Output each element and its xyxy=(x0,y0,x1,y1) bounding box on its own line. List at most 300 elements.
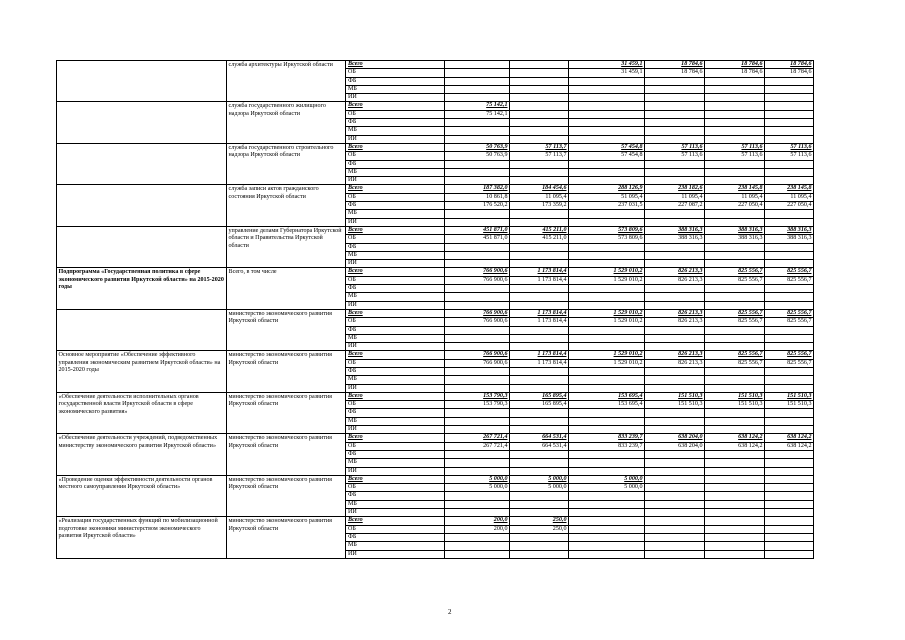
amount-cell xyxy=(645,459,705,467)
amount-cell xyxy=(569,218,645,226)
amount-cell: 825 556,7 xyxy=(705,351,765,359)
table-row xyxy=(57,102,814,110)
amount-cell xyxy=(445,251,510,259)
amount-cell xyxy=(510,168,569,176)
amount-cell xyxy=(510,218,569,226)
funding-source-cell: ОБ xyxy=(346,235,445,243)
funding-source-cell: ФБ xyxy=(346,367,445,375)
amount-cell: 825 556,7 xyxy=(765,276,814,284)
amount-cell: 57 113,7 xyxy=(510,152,569,160)
amount-cell xyxy=(765,293,814,301)
amount-cell: 153 790,3 xyxy=(445,392,510,400)
amount-cell xyxy=(445,119,510,127)
executor-cell: служба записи актов гражданского состояния Иркутской области xyxy=(227,185,346,226)
amount-cell xyxy=(645,550,705,558)
amount-cell xyxy=(705,384,765,392)
amount-cell xyxy=(445,343,510,351)
amount-cell xyxy=(445,417,510,425)
executor-cell: служба архитектуры Иркутской области xyxy=(227,61,346,102)
amount-cell: 388 316,3 xyxy=(765,226,814,234)
funding-source-cell: МБ xyxy=(346,459,445,467)
amount-cell: 11 095,4 xyxy=(765,193,814,201)
amount-cell xyxy=(445,127,510,135)
amount-cell: 1 529 010,2 xyxy=(569,359,645,367)
amount-cell xyxy=(569,94,645,102)
amount-cell: 766 900,6 xyxy=(445,318,510,326)
funding-source-cell: ФБ xyxy=(346,160,445,168)
amount-cell xyxy=(765,135,814,143)
amount-cell xyxy=(705,525,765,533)
amount-cell xyxy=(705,517,765,525)
amount-cell: 573 809,6 xyxy=(569,235,645,243)
amount-cell: 825 556,7 xyxy=(705,318,765,326)
amount-cell xyxy=(445,135,510,143)
amount-cell: 833 239,7 xyxy=(569,434,645,442)
amount-cell: 825 556,7 xyxy=(705,276,765,284)
funding-source-cell: ИИ xyxy=(346,260,445,268)
amount-cell: 5 000,0 xyxy=(569,475,645,483)
amount-cell xyxy=(765,85,814,93)
amount-cell xyxy=(569,367,645,375)
amount-cell: 5 000,0 xyxy=(445,475,510,483)
amount-cell xyxy=(705,417,765,425)
program-name-cell xyxy=(57,102,227,143)
amount-cell xyxy=(765,334,814,342)
amount-cell xyxy=(705,85,765,93)
amount-cell xyxy=(510,550,569,558)
amount-cell xyxy=(765,102,814,110)
amount-cell: 388 316,3 xyxy=(705,226,765,234)
amount-cell xyxy=(645,484,705,492)
amount-cell: 1 173 814,4 xyxy=(510,318,569,326)
table-row xyxy=(57,185,814,193)
funding-source-cell: ИИ xyxy=(346,301,445,309)
amount-cell xyxy=(569,492,645,500)
amount-cell xyxy=(765,326,814,334)
amount-cell xyxy=(510,384,569,392)
program-name-cell xyxy=(57,143,227,184)
amount-cell xyxy=(510,135,569,143)
amount-cell xyxy=(765,517,814,525)
amount-cell xyxy=(569,450,645,458)
amount-cell: 288 126,9 xyxy=(569,185,645,193)
amount-cell xyxy=(705,260,765,268)
amount-cell xyxy=(445,301,510,309)
amount-cell xyxy=(645,417,705,425)
amount-cell xyxy=(445,334,510,342)
funding-source-cell: ФБ xyxy=(346,450,445,458)
funding-source-cell: ИИ xyxy=(346,94,445,102)
amount-cell: 5 000,0 xyxy=(569,484,645,492)
amount-cell xyxy=(645,210,705,218)
amount-cell xyxy=(510,85,569,93)
amount-cell xyxy=(510,467,569,475)
amount-cell xyxy=(510,285,569,293)
amount-cell: 18 784,6 xyxy=(765,61,814,69)
amount-cell xyxy=(645,160,705,168)
amount-cell xyxy=(510,343,569,351)
amount-cell xyxy=(705,500,765,508)
executor-cell: министерство экономического развития Иркутской области xyxy=(227,434,346,475)
executor-cell: служба государственного жилищного надзора Иркутской области xyxy=(227,102,346,143)
funding-source-cell: Всего xyxy=(346,434,445,442)
amount-cell: 31 459,1 xyxy=(569,61,645,69)
funding-source-cell: Всего xyxy=(346,185,445,193)
amount-cell xyxy=(445,426,510,434)
funding-source-cell: ФБ xyxy=(346,533,445,541)
amount-cell: 237 031,5 xyxy=(569,202,645,210)
table-row xyxy=(57,268,814,276)
executor-cell: министерство экономического развития Иркутской области xyxy=(227,517,346,558)
amount-cell xyxy=(705,127,765,135)
amount-cell xyxy=(510,243,569,251)
funding-source-cell: МБ xyxy=(346,542,445,550)
amount-cell xyxy=(705,334,765,342)
amount-cell xyxy=(569,517,645,525)
budget-table xyxy=(56,60,814,559)
amount-cell xyxy=(569,127,645,135)
amount-cell xyxy=(765,243,814,251)
amount-cell: 1 529 010,2 xyxy=(569,318,645,326)
amount-cell xyxy=(510,334,569,342)
amount-cell xyxy=(510,127,569,135)
amount-cell xyxy=(765,210,814,218)
amount-cell: 638 204,0 xyxy=(645,434,705,442)
amount-cell xyxy=(765,110,814,118)
funding-source-cell: ИИ xyxy=(346,177,445,185)
amount-cell xyxy=(645,500,705,508)
amount-cell xyxy=(569,326,645,334)
amount-cell xyxy=(645,218,705,226)
amount-cell xyxy=(510,102,569,110)
funding-source-cell: МБ xyxy=(346,376,445,384)
amount-cell xyxy=(705,409,765,417)
amount-cell xyxy=(765,450,814,458)
amount-cell xyxy=(765,409,814,417)
amount-cell: 57 113,6 xyxy=(705,143,765,151)
amount-cell: 825 556,7 xyxy=(765,318,814,326)
amount-cell: 766 900,6 xyxy=(445,351,510,359)
amount-cell xyxy=(705,77,765,85)
amount-cell xyxy=(569,467,645,475)
amount-cell xyxy=(645,285,705,293)
amount-cell: 388 316,3 xyxy=(645,226,705,234)
amount-cell xyxy=(765,484,814,492)
amount-cell xyxy=(705,367,765,375)
amount-cell xyxy=(569,417,645,425)
executor-cell: министерство экономического развития Иркутской области xyxy=(227,392,346,433)
amount-cell xyxy=(645,525,705,533)
amount-cell: 1 529 010,2 xyxy=(569,351,645,359)
amount-cell xyxy=(569,168,645,176)
funding-source-cell: ИИ xyxy=(346,426,445,434)
amount-cell xyxy=(765,251,814,259)
amount-cell xyxy=(510,94,569,102)
amount-cell xyxy=(765,343,814,351)
amount-cell: 200,0 xyxy=(445,525,510,533)
amount-cell xyxy=(645,533,705,541)
amount-cell: 153 695,4 xyxy=(569,392,645,400)
funding-source-cell: ИИ xyxy=(346,218,445,226)
amount-cell xyxy=(445,61,510,69)
funding-source-cell: Всего xyxy=(346,517,445,525)
executor-cell: министерство экономического развития Иркутской области xyxy=(227,475,346,516)
amount-cell xyxy=(445,85,510,93)
amount-cell xyxy=(569,533,645,541)
amount-cell xyxy=(765,467,814,475)
amount-cell: 766 900,6 xyxy=(445,359,510,367)
amount-cell xyxy=(705,94,765,102)
amount-cell: 184 454,6 xyxy=(510,185,569,193)
amount-cell xyxy=(645,119,705,127)
amount-cell xyxy=(510,326,569,334)
amount-cell: 57 454,8 xyxy=(569,143,645,151)
funding-source-cell: МБ xyxy=(346,85,445,93)
amount-cell xyxy=(645,293,705,301)
amount-cell xyxy=(445,533,510,541)
funding-source-cell: Всего xyxy=(346,351,445,359)
amount-cell: 638 124,2 xyxy=(765,442,814,450)
amount-cell: 18 784,6 xyxy=(765,69,814,77)
amount-cell xyxy=(765,384,814,392)
funding-source-cell: МБ xyxy=(346,334,445,342)
amount-cell: 18 784,6 xyxy=(645,69,705,77)
amount-cell: 153 695,4 xyxy=(569,401,645,409)
amount-cell xyxy=(705,285,765,293)
amount-cell xyxy=(645,376,705,384)
amount-cell: 1 173 814,4 xyxy=(510,351,569,359)
amount-cell: 638 124,2 xyxy=(705,434,765,442)
executor-cell: Всего, в том числе xyxy=(227,268,346,309)
funding-source-cell: ОБ xyxy=(346,525,445,533)
budget-table-body xyxy=(57,61,814,559)
amount-cell xyxy=(510,251,569,259)
amount-cell: 176 520,2 xyxy=(445,202,510,210)
amount-cell: 50 763,9 xyxy=(445,143,510,151)
program-name-cell: «Обеспечение деятельности исполнительных органов государственной власти Иркутской области в сфере экономического развития» xyxy=(57,392,227,433)
amount-cell: 1 173 814,4 xyxy=(510,309,569,317)
amount-cell: 10 861,8 xyxy=(445,193,510,201)
amount-cell: 227 050,4 xyxy=(705,202,765,210)
amount-cell xyxy=(445,243,510,251)
amount-cell xyxy=(645,77,705,85)
amount-cell: 11 095,4 xyxy=(645,193,705,201)
program-name-cell: Основное мероприятие «Обеспечение эффективного управления экономическим развитием Иркутской области» на 2015-2020 годы xyxy=(57,351,227,392)
funding-source-cell: МБ xyxy=(346,500,445,508)
amount-cell xyxy=(765,426,814,434)
amount-cell xyxy=(510,450,569,458)
amount-cell xyxy=(445,210,510,218)
amount-cell xyxy=(569,210,645,218)
amount-cell: 826 213,3 xyxy=(645,276,705,284)
funding-source-cell: ОБ xyxy=(346,69,445,77)
amount-cell: 825 556,7 xyxy=(765,351,814,359)
amount-cell xyxy=(705,492,765,500)
amount-cell xyxy=(705,160,765,168)
amount-cell xyxy=(645,326,705,334)
amount-cell xyxy=(445,500,510,508)
amount-cell xyxy=(765,177,814,185)
amount-cell: 238 145,8 xyxy=(705,185,765,193)
amount-cell: 5 000,0 xyxy=(510,484,569,492)
amount-cell xyxy=(765,119,814,127)
amount-cell: 825 556,7 xyxy=(765,359,814,367)
amount-cell xyxy=(645,409,705,417)
amount-cell xyxy=(705,509,765,517)
funding-source-cell: МБ xyxy=(346,417,445,425)
amount-cell xyxy=(765,417,814,425)
amount-cell xyxy=(705,343,765,351)
amount-cell xyxy=(445,168,510,176)
funding-source-cell: Всего xyxy=(346,475,445,483)
amount-cell xyxy=(645,260,705,268)
amount-cell: 451 871,0 xyxy=(445,226,510,234)
amount-cell xyxy=(645,102,705,110)
amount-cell xyxy=(645,85,705,93)
amount-cell: 825 556,7 xyxy=(705,359,765,367)
amount-cell: 825 556,7 xyxy=(705,268,765,276)
amount-cell: 151 510,3 xyxy=(765,401,814,409)
amount-cell xyxy=(569,260,645,268)
amount-cell xyxy=(705,533,765,541)
amount-cell xyxy=(510,542,569,550)
funding-source-cell: Всего xyxy=(346,143,445,151)
program-name-cell: Подпрограмма «Государственная политика в сфере экономического развития Иркутской области» на 2015-2020 годы xyxy=(57,268,227,309)
amount-cell: 415 211,0 xyxy=(510,235,569,243)
amount-cell: 638 124,2 xyxy=(705,442,765,450)
amount-cell: 151 510,3 xyxy=(645,401,705,409)
amount-cell xyxy=(569,85,645,93)
funding-source-cell: ФБ xyxy=(346,202,445,210)
amount-cell xyxy=(645,343,705,351)
amount-cell: 151 510,3 xyxy=(645,392,705,400)
amount-cell xyxy=(765,160,814,168)
amount-cell xyxy=(705,459,765,467)
amount-cell xyxy=(645,509,705,517)
table-row xyxy=(57,517,814,525)
amount-cell xyxy=(645,251,705,259)
amount-cell: 664 531,4 xyxy=(510,434,569,442)
amount-cell xyxy=(569,177,645,185)
amount-cell xyxy=(645,475,705,483)
amount-cell xyxy=(569,77,645,85)
amount-cell xyxy=(765,127,814,135)
executor-cell: служба государственного строительного надзора Иркутской области xyxy=(227,143,346,184)
amount-cell: 18 784,6 xyxy=(705,61,765,69)
amount-cell xyxy=(445,550,510,558)
amount-cell xyxy=(569,343,645,351)
amount-cell xyxy=(510,69,569,77)
amount-cell: 227 050,4 xyxy=(765,202,814,210)
amount-cell: 250,0 xyxy=(510,525,569,533)
funding-source-cell: ОБ xyxy=(346,484,445,492)
amount-cell xyxy=(569,525,645,533)
amount-cell xyxy=(645,367,705,375)
amount-cell xyxy=(645,467,705,475)
amount-cell xyxy=(645,135,705,143)
amount-cell xyxy=(765,500,814,508)
amount-cell xyxy=(765,376,814,384)
table-row xyxy=(57,309,814,317)
amount-cell xyxy=(645,127,705,135)
amount-cell xyxy=(445,293,510,301)
amount-cell xyxy=(765,509,814,517)
amount-cell xyxy=(569,119,645,127)
program-name-cell xyxy=(57,309,227,350)
amount-cell: 187 382,0 xyxy=(445,185,510,193)
amount-cell: 57 113,7 xyxy=(510,143,569,151)
table-row xyxy=(57,434,814,442)
funding-source-cell: ОБ xyxy=(346,318,445,326)
table-row xyxy=(57,392,814,400)
amount-cell: 267 721,4 xyxy=(445,434,510,442)
amount-cell xyxy=(445,285,510,293)
amount-cell xyxy=(569,110,645,118)
table-row xyxy=(57,351,814,359)
amount-cell xyxy=(510,492,569,500)
amount-cell xyxy=(569,542,645,550)
funding-source-cell: ИИ xyxy=(346,550,445,558)
amount-cell xyxy=(705,110,765,118)
amount-cell xyxy=(569,243,645,251)
amount-cell xyxy=(445,260,510,268)
amount-cell xyxy=(765,285,814,293)
amount-cell xyxy=(705,177,765,185)
amount-cell: 826 213,3 xyxy=(645,351,705,359)
amount-cell: 31 459,1 xyxy=(569,69,645,77)
amount-cell: 5 000,0 xyxy=(445,484,510,492)
amount-cell xyxy=(705,326,765,334)
amount-cell: 75 142,1 xyxy=(445,102,510,110)
amount-cell xyxy=(765,94,814,102)
program-name-cell: «Обеспечение деятельности учреждений, подведомственных министерству экономического развития Иркутской области» xyxy=(57,434,227,475)
amount-cell: 388 316,3 xyxy=(765,235,814,243)
amount-cell xyxy=(569,459,645,467)
amount-cell: 825 556,7 xyxy=(765,268,814,276)
amount-cell xyxy=(765,542,814,550)
amount-cell: 11 095,4 xyxy=(510,193,569,201)
funding-source-cell: Всего xyxy=(346,102,445,110)
funding-source-cell: МБ xyxy=(346,127,445,135)
program-name-cell xyxy=(57,226,227,267)
amount-cell xyxy=(569,293,645,301)
amount-cell xyxy=(569,500,645,508)
amount-cell xyxy=(445,492,510,500)
amount-cell xyxy=(705,218,765,226)
funding-source-cell: МБ xyxy=(346,293,445,301)
amount-cell: 57 113,6 xyxy=(765,143,814,151)
funding-source-cell: ИИ xyxy=(346,343,445,351)
amount-cell: 238 182,6 xyxy=(645,185,705,193)
amount-cell: 18 784,6 xyxy=(645,61,705,69)
amount-cell xyxy=(510,459,569,467)
table-row xyxy=(57,143,814,151)
amount-cell: 825 556,7 xyxy=(765,309,814,317)
amount-cell xyxy=(645,542,705,550)
amount-cell xyxy=(510,533,569,541)
amount-cell xyxy=(510,376,569,384)
amount-cell xyxy=(645,334,705,342)
amount-cell xyxy=(445,542,510,550)
amount-cell: 1 529 010,2 xyxy=(569,268,645,276)
amount-cell: 833 239,7 xyxy=(569,442,645,450)
funding-source-cell: ОБ xyxy=(346,193,445,201)
amount-cell xyxy=(765,459,814,467)
amount-cell xyxy=(510,500,569,508)
amount-cell: 238 145,8 xyxy=(765,185,814,193)
amount-cell xyxy=(569,301,645,309)
funding-source-cell: ОБ xyxy=(346,401,445,409)
